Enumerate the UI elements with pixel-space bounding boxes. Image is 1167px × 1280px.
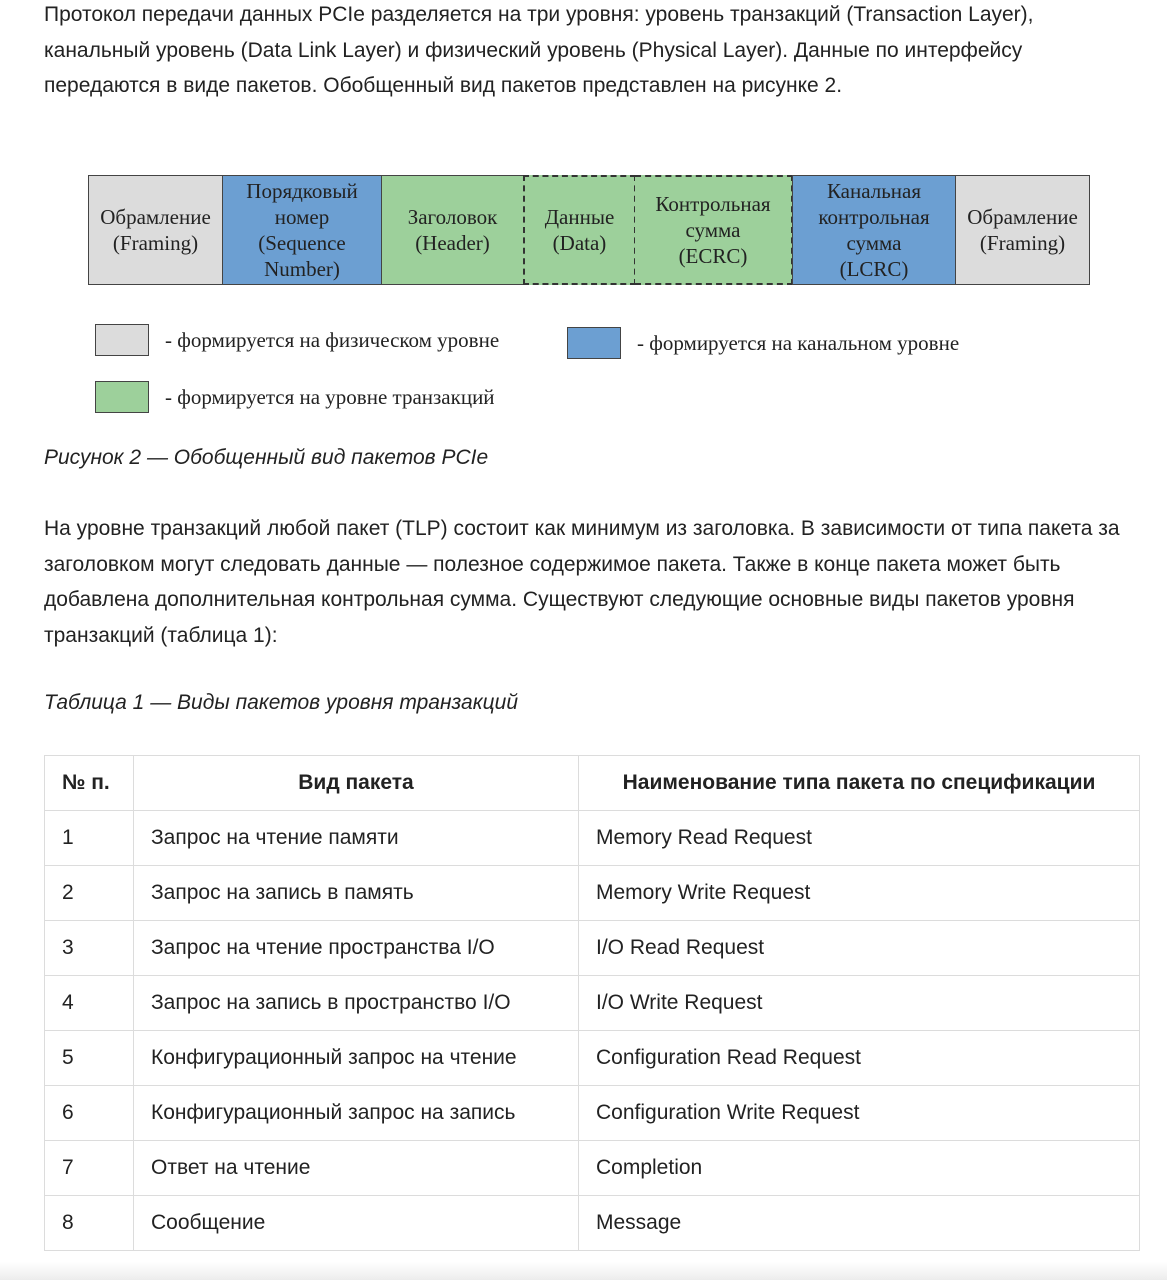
cell-packet-type: Конфигурационный запрос на запись (134, 1086, 579, 1141)
packet-types-table (44, 755, 1140, 1251)
table-caption: Таблица 1 — Виды пакетов уровня транзакций (44, 691, 519, 714)
cell-spec-name: Configuration Read Request (579, 1031, 1140, 1086)
cell-packet-type: Запрос на чтение памяти (134, 811, 579, 866)
legend-swatch-gray (95, 324, 149, 356)
legend-link-text: - формируется на канальном уровне (637, 330, 960, 355)
cell-number: 7 (45, 1141, 134, 1196)
legend-swatch-blue (567, 327, 621, 359)
cell-packet-type: Запрос на запись в пространство I/O (134, 976, 579, 1031)
cell-number: 8 (45, 1196, 134, 1251)
legend-transaction (95, 381, 495, 413)
cell-spec-name: Configuration Write Request (579, 1086, 1140, 1141)
legend-physical (95, 324, 499, 356)
legend-physical-text: - формируется на физическом уровне (165, 327, 500, 352)
header-number: № п. (45, 756, 134, 811)
cell-spec-name: Memory Write Request (579, 866, 1140, 921)
cell-spec-name: Completion (579, 1141, 1140, 1196)
legend-swatch-green (95, 381, 149, 413)
segment-lcrc: Канальная контрольная сумма (LCRC) (792, 175, 956, 285)
table-header-row (45, 756, 1140, 811)
figure-caption: Рисунок 2 — Обобщенный вид пакетов PCIe (44, 446, 489, 469)
segment-data: Данные (Data) (523, 175, 636, 285)
legend-transaction-text: - формируется на уровне транзакций (165, 384, 495, 409)
cell-packet-type: Запрос на запись в память (134, 866, 579, 921)
cell-packet-type: Ответ на чтение (134, 1141, 579, 1196)
cell-number: 3 (45, 921, 134, 976)
cell-number: 2 (45, 866, 134, 921)
segment-framing-end: Обрамление (Framing) (955, 175, 1090, 285)
cell-number: 6 (45, 1086, 134, 1141)
segment-ecrc: Контрольная сумма (ECRC) (635, 175, 793, 285)
cell-spec-name: Message (579, 1196, 1140, 1251)
bottom-fade (0, 1262, 1167, 1280)
pcie-packet-diagram (88, 175, 1090, 285)
segment-sequence-number: Порядковый номер (Sequence Number) (222, 175, 382, 285)
table-row (45, 976, 1140, 1031)
cell-spec-name: I/O Read Request (579, 921, 1140, 976)
segment-framing-start: Обрамление (Framing) (88, 175, 223, 285)
table-row (45, 1196, 1140, 1251)
table-row (45, 1141, 1140, 1196)
cell-number: 4 (45, 976, 134, 1031)
cell-number: 5 (45, 1031, 134, 1086)
legend-link (567, 327, 959, 359)
segment-header: Заголовок (Header) (381, 175, 524, 285)
cell-packet-type: Сообщение (134, 1196, 579, 1251)
cell-packet-type: Конфигурационный запрос на чтение (134, 1031, 579, 1086)
cell-spec-name: I/O Write Request (579, 976, 1140, 1031)
header-spec-name: Наименование типа пакета по спецификации (579, 756, 1140, 811)
table-row (45, 1086, 1140, 1141)
header-packet-type: Вид пакета (134, 756, 579, 811)
intro-paragraph: Протокол передачи данных PCIe разделяется на три уровня: уровень транзакций (Transaction Layer), канальный уровень (Data Link Layer) и физический уровень (Physical Layer). Данные по интерфейсу передаются в виде пакетов. Обобщенный вид пакетов представлен на рисунке 2. (44, 3, 1034, 97)
cell-packet-type: Запрос на чтение пространства I/O (134, 921, 579, 976)
tlp-paragraph: На уровне транзакций любой пакет (TLP) состоит как минимум из заголовка. В зависимости от типа пакета за заголовком могут следовать данные — полезное содержимое пакета. Также в конце пакета может быть добавлена дополнительная контрольная сумма. Существуют следующие основные виды пакетов уровня транзакций (таблица 1): (44, 517, 1120, 647)
table-row (45, 1031, 1140, 1086)
table-row (45, 866, 1140, 921)
cell-spec-name: Memory Read Request (579, 811, 1140, 866)
table-row (45, 921, 1140, 976)
table-row (45, 811, 1140, 866)
cell-number: 1 (45, 811, 134, 866)
